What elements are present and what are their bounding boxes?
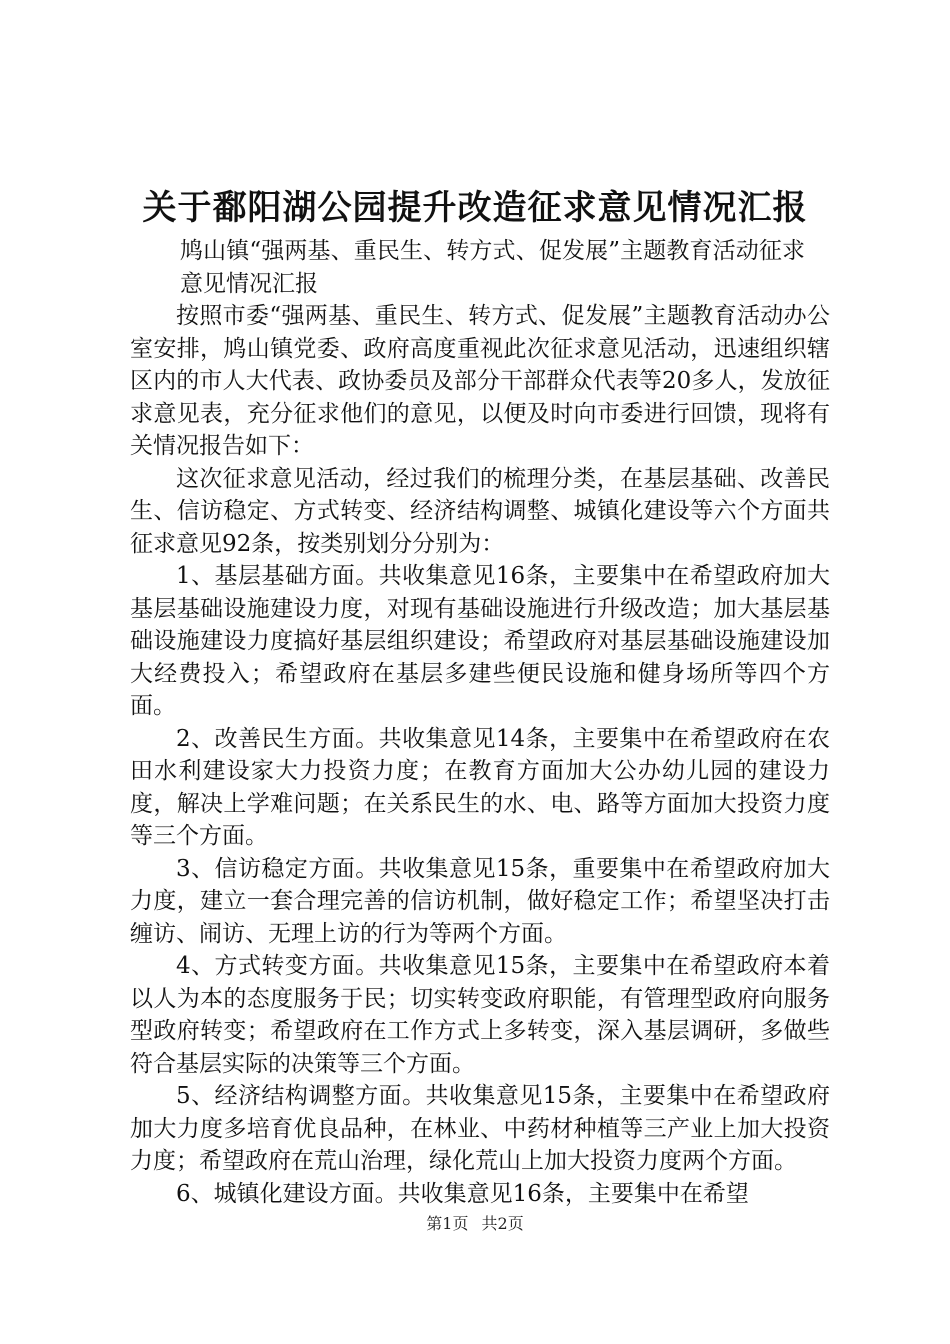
paragraph-item-1: 1、基层基础方面。共收集意见16条，主要集中在希望政府加大基层基础设施建设力度，对现有基础设施进行升级改造；加大基层基础设施建设力度搞好基层组织建设；希望政府对基层基础设施建设加大经费投入；希望政府在基层多建些便民设施和健身场所等四个方面。 (130, 563, 830, 719)
document-title: 关于鄱阳湖公园提升改造征求意见情况汇报 (142, 188, 808, 228)
paragraph-item-6: 6、城镇化建设方面。共收集意见16条，主要集中在希望 (176, 1180, 749, 1207)
paragraph-intro: 按照市委“强两基、重民生、转方式、促发展”主题教育活动办公室安排，鸠山镇党委、政府高度重视此次征求意见活动，迅速组织辖区内的市人大代表、政协委员及部分干部群众代表等20多人，发放征求意见表，充分征求他们的意见，以便及时向市委进行回馈，现将有关情况报告如下： (130, 303, 830, 459)
paragraph-item-5: 5、经济结构调整方面。共收集意见15条，主要集中在希望政府加大力度多培育优良品种，在林业、中药材种植等三产业上加大投资力度；希望政府在荒山治理，绿化荒山上加大投资力度两个方面。 (130, 1083, 830, 1174)
paragraph-item-2: 2、改善民生方面。共收集意见14条，主要集中在希望政府在农田水利建设家大力投资力度；在教育方面加大公办幼儿园的建设力度，解决上学难问题；在关系民生的水、电、路等方面加大投资力度等三个方面。 (130, 725, 830, 849)
paragraph-summary: 这次征求意见活动，经过我们的梳理分类，在基层基础、改善民生、信访稳定、方式转变、经济结构调整、城镇化建设等六个方面共征求意见92条，按类别划分分别为： (130, 465, 830, 557)
page-footer (0, 1213, 950, 1235)
paragraph-item-4: 4、方式转变方面。共收集意见15条，主要集中在希望政府本着以人为本的态度服务于民；切实转变政府职能，有管理型政府向服务型政府转变；希望政府在工作方式上多转变，深入基层调研，多做些符合基层实际的决策等三个方面。 (130, 953, 830, 1077)
document-body (130, 235, 830, 1210)
document-subtitle: 鸠山镇“强两基、重民生、转方式、促发展”主题教育活动征求意见情况汇报 (180, 238, 805, 297)
paragraph-item-3: 3、信访稳定方面。共收集意见15条，重要集中在希望政府加大力度，建立一套合理完善的信访机制，做好稳定工作；希望坚决打击缠访、闹访、无理上访的行为等两个方面。 (130, 855, 830, 947)
page-number-current: 第1页 (426, 1214, 469, 1233)
page-number-total: 共2页 (481, 1214, 524, 1233)
